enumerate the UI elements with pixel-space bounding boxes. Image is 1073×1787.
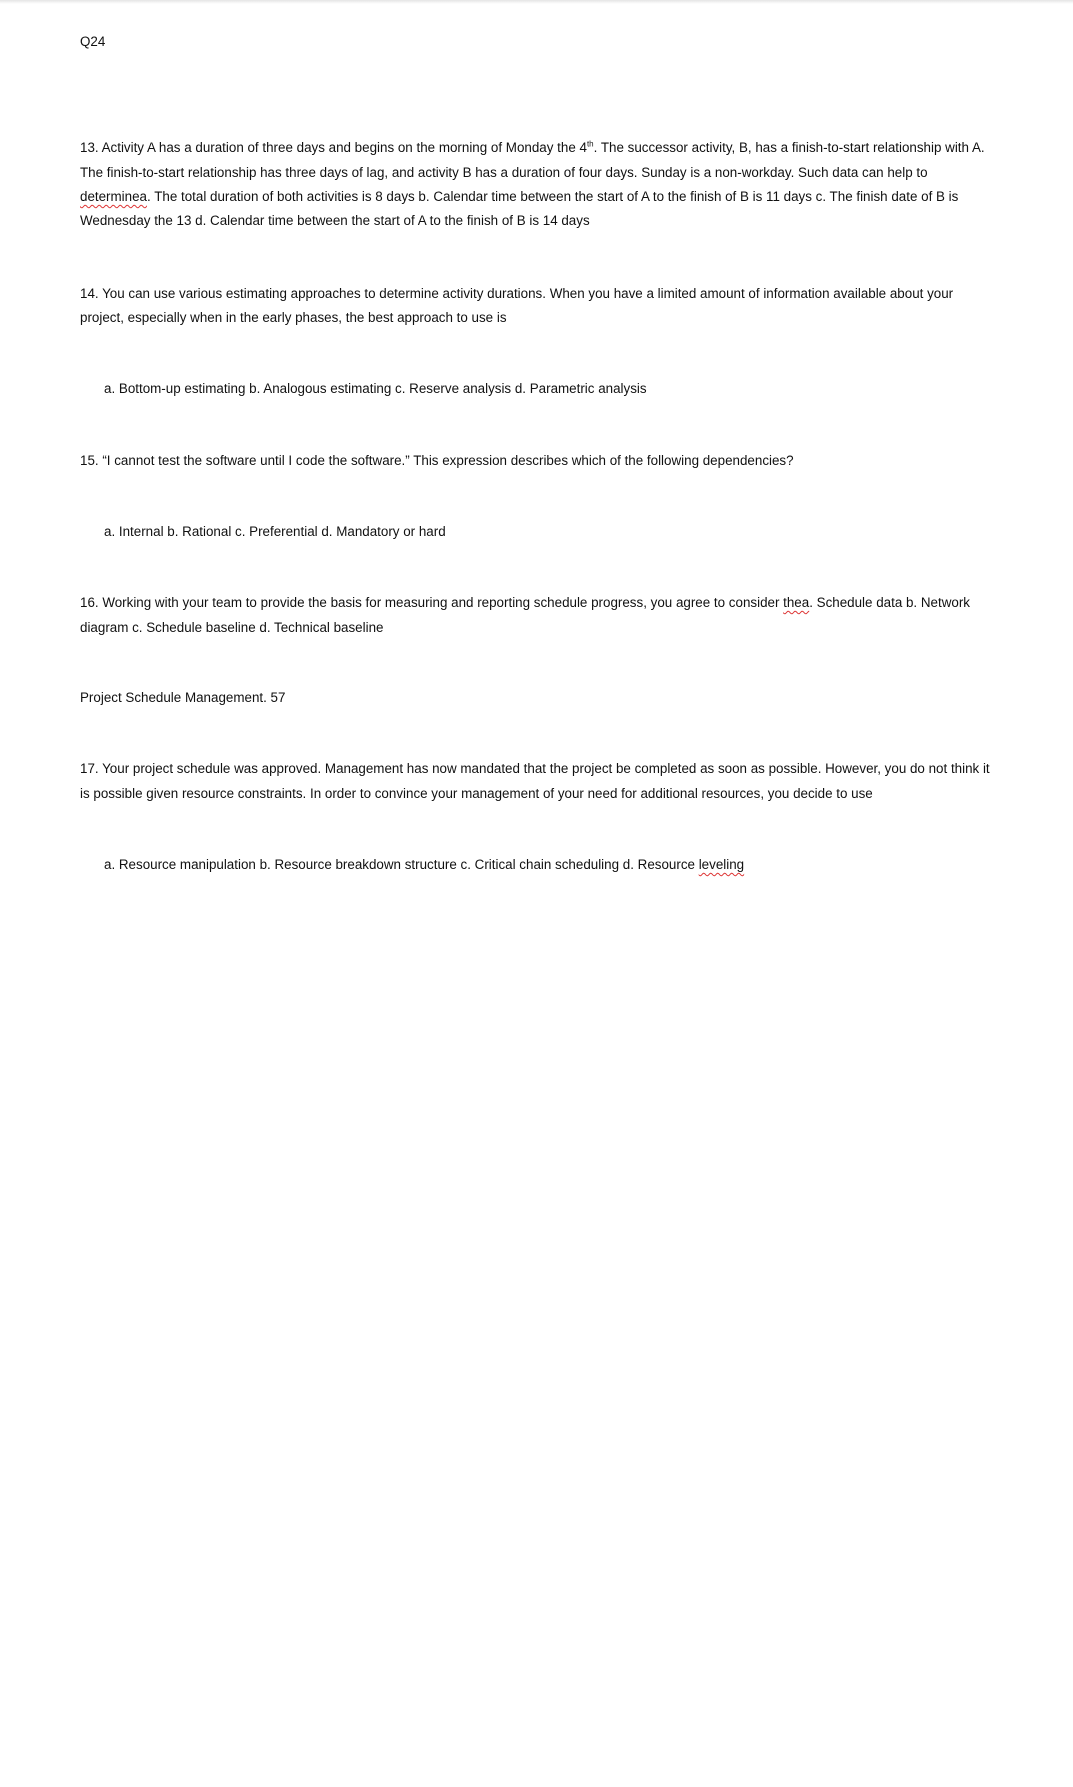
q13-text-a: 13. Activity A has a duration of three days and begins on the morning of Monday the 4 <box>80 140 587 155</box>
q17-options <box>104 852 1029 877</box>
q13-line-2: The finish-to-start relationship has three days of lag, and activity B has a duration of four days. Sunday is a non-workday. Such data can help to <box>80 165 928 180</box>
page-reference: Project Schedule Management. 57 <box>80 690 286 705</box>
q16-line-2: diagram c. Schedule baseline d. Technical baseline <box>80 620 384 635</box>
q13-line-3 <box>80 184 1005 209</box>
q15-options: a. Internal b. Rational c. Preferential d. Mandatory or hard <box>104 524 446 539</box>
q13-text-b: . The successor activity, B, has a finish-to-start relationship with A. <box>593 140 985 155</box>
q17-options-text: a. Resource manipulation b. Resource breakdown structure c. Critical chain scheduling d. Resource <box>104 857 699 872</box>
q16-line-1 <box>80 590 1005 615</box>
q14-line-1: 14. You can use various estimating approaches to determine activity durations. When you have a limited amount of information available about your <box>80 286 954 301</box>
document-header: Q24 <box>80 34 106 49</box>
q17-line-2: is possible given resource constraints. In order to convince your management of your need for additional resources, you decide to use <box>80 786 873 801</box>
q13-line-1 <box>80 135 1005 160</box>
q13-text-c: . The total duration of both activities is 8 days b. Calendar time between the start of A to the finish of B is 11 days c. The finish date of B is <box>147 189 959 204</box>
spellcheck-flagged-word: leveling <box>698 857 745 872</box>
q16-text-b: . Schedule data b. Network <box>809 595 970 610</box>
q13-superscript: th <box>586 139 594 149</box>
q15-line-1: 15. “I cannot test the software until I code the software.” This expression describes which of the following dependencies? <box>80 453 794 468</box>
q16-text-a: 16. Working with your team to provide the basis for measuring and reporting schedule progress, you agree to consider <box>80 595 784 610</box>
spellcheck-flagged-word: determinea <box>80 189 147 204</box>
q17-line-1: 17. Your project schedule was approved. Management has now mandated that the project be completed as soon as possible. However, you do not think it <box>80 761 990 776</box>
q14-line-2: project, especially when in the early phases, the best approach to use is <box>80 310 507 325</box>
spellcheck-flagged-word: thea <box>783 595 810 610</box>
q13-line-4: Wednesday the 13 d. Calendar time between the start of A to the finish of B is 14 days <box>80 213 590 228</box>
q14-options: a. Bottom-up estimating b. Analogous estimating c. Reserve analysis d. Parametric analysis <box>104 381 647 396</box>
